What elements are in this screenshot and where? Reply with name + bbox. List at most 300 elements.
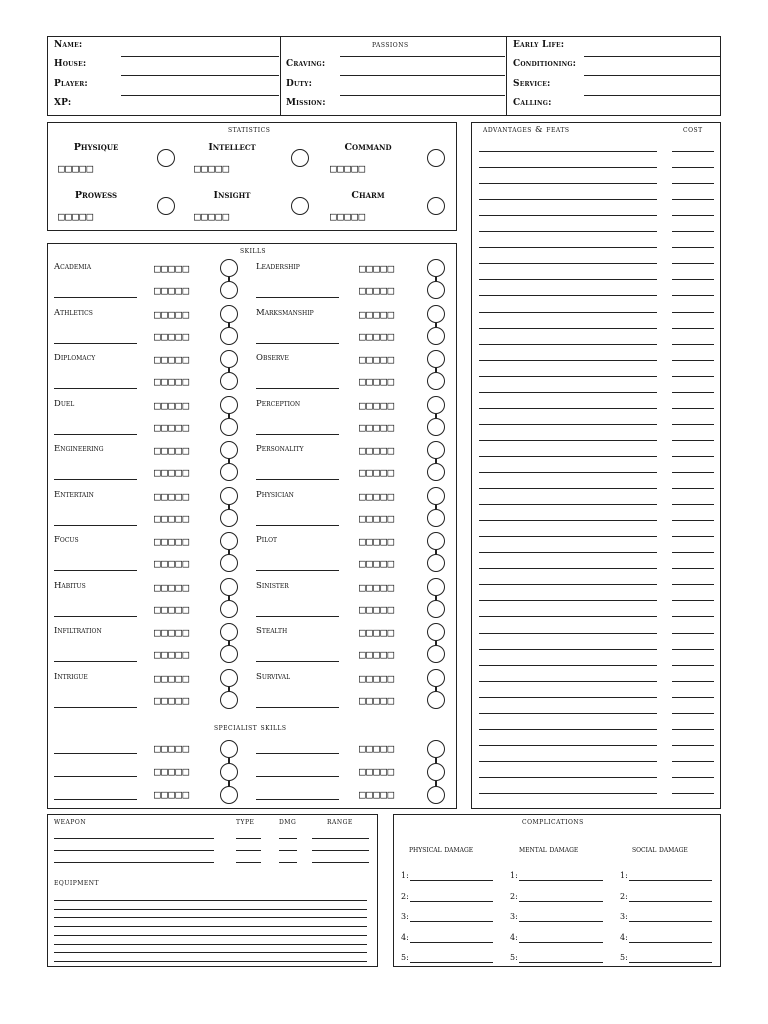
skill-circle[interactable] <box>220 327 238 345</box>
header-field-line[interactable] <box>584 56 720 57</box>
type-line[interactable] <box>236 850 261 851</box>
circle-connector <box>435 323 437 327</box>
skill-circle[interactable] <box>427 372 445 390</box>
cost-line[interactable] <box>672 729 714 730</box>
skill-boxes[interactable]: □□□□□ <box>154 353 190 366</box>
skill-circle[interactable] <box>220 441 238 459</box>
cost-line[interactable] <box>672 568 714 569</box>
skill-boxes[interactable]: □□□□□ <box>154 284 190 297</box>
skill-boxes[interactable]: □□□□□ <box>154 307 190 321</box>
skill-boxes[interactable]: □□□□□ <box>359 580 395 594</box>
complications-box <box>393 814 721 967</box>
skill-name: Athletics <box>54 307 93 318</box>
cost-line[interactable] <box>672 376 714 377</box>
specialist-skill-line[interactable] <box>256 776 339 777</box>
cost-line[interactable] <box>672 665 714 666</box>
skill-circle[interactable] <box>427 259 445 277</box>
statistic-boxes[interactable]: □□□□□ <box>330 210 366 223</box>
skill-specialty-line[interactable] <box>256 707 339 708</box>
damage-number: 4: <box>510 932 518 942</box>
passions-title: passions <box>372 40 409 50</box>
skill-specialty-line[interactable] <box>54 661 137 662</box>
advantage-line[interactable] <box>479 761 657 762</box>
skill-boxes[interactable]: □□□□□ <box>154 671 190 685</box>
advantage-line[interactable] <box>479 263 657 264</box>
cost-line[interactable] <box>672 247 714 248</box>
advantage-line[interactable] <box>479 360 657 361</box>
header-label: Name: <box>54 40 83 50</box>
cost-line[interactable] <box>672 616 714 617</box>
cost-line[interactable] <box>672 263 714 264</box>
damage-line[interactable] <box>629 901 712 902</box>
skill-name: Diplomacy <box>54 353 96 363</box>
header-field-line[interactable] <box>340 56 505 57</box>
skill-circle[interactable] <box>220 487 238 505</box>
specialist-skill-line[interactable] <box>54 776 137 777</box>
skill-circle[interactable] <box>220 509 238 527</box>
skill-circle[interactable] <box>220 623 238 641</box>
skill-circle[interactable] <box>220 578 238 596</box>
header-field-line[interactable] <box>584 75 720 76</box>
statistic-circle[interactable] <box>427 197 445 215</box>
skill-name: Personality <box>256 444 304 454</box>
advantage-line[interactable] <box>479 552 657 553</box>
skill-boxes[interactable]: □□□□□ <box>359 602 395 616</box>
equipment-line[interactable] <box>54 926 367 927</box>
advantage-line[interactable] <box>479 199 657 200</box>
skill-circle[interactable] <box>427 463 445 481</box>
skill-boxes[interactable]: □□□□□ <box>154 262 190 275</box>
skill-circle[interactable] <box>427 786 445 804</box>
skill-circle[interactable] <box>220 691 238 709</box>
header-field-line[interactable] <box>121 75 279 76</box>
background-label: Calling: <box>513 98 552 108</box>
cost-line[interactable] <box>672 713 714 714</box>
range-line[interactable] <box>312 838 369 839</box>
skill-boxes[interactable]: □□□□□ <box>154 535 190 548</box>
cost-line[interactable] <box>672 312 714 313</box>
cost-line[interactable] <box>672 649 714 650</box>
damage-number: 3: <box>620 912 628 921</box>
skill-circle[interactable] <box>427 441 445 459</box>
damage-line[interactable] <box>519 962 603 963</box>
header-field-line[interactable] <box>121 95 279 96</box>
cost-line[interactable] <box>672 215 714 216</box>
dmg-line[interactable] <box>279 838 297 839</box>
damage-line[interactable] <box>629 921 712 922</box>
skill-circle[interactable] <box>427 350 445 368</box>
cost-line[interactable] <box>672 472 714 473</box>
skill-circle[interactable] <box>427 763 445 781</box>
cost-line[interactable] <box>672 167 714 168</box>
weapon-line[interactable] <box>54 838 214 839</box>
circle-connector <box>228 505 230 509</box>
statistic-circle[interactable] <box>291 149 309 167</box>
skill-boxes[interactable]: □□□□□ <box>154 648 190 661</box>
passion-label: Mission: <box>286 98 326 108</box>
damage-line[interactable] <box>629 962 712 963</box>
skill-circle[interactable] <box>427 740 445 758</box>
skill-circle[interactable] <box>427 532 445 550</box>
advantage-line[interactable] <box>479 312 657 313</box>
circle-connector <box>228 596 230 600</box>
advantage-line[interactable] <box>479 665 657 666</box>
skill-circle[interactable] <box>427 645 445 663</box>
advantage-line[interactable] <box>479 472 657 473</box>
skill-boxes[interactable]: □□□□□ <box>154 489 190 503</box>
damage-line[interactable] <box>519 921 603 922</box>
skill-boxes[interactable]: □□□□□ <box>359 742 395 755</box>
advantage-line[interactable] <box>479 440 657 441</box>
equipment-line[interactable] <box>54 935 367 936</box>
advantage-line[interactable] <box>479 616 657 617</box>
damage-line[interactable] <box>410 880 493 881</box>
skill-circle[interactable] <box>220 350 238 368</box>
advantage-line[interactable] <box>479 183 657 184</box>
damage-column-title: social damage <box>632 845 688 855</box>
skill-boxes[interactable]: □□□□□ <box>154 444 190 457</box>
skill-circle[interactable] <box>220 259 238 277</box>
cost-line[interactable] <box>672 183 714 184</box>
skill-circle[interactable] <box>427 691 445 709</box>
advantage-line[interactable] <box>479 215 657 216</box>
statistic-circle[interactable] <box>157 197 175 215</box>
header-field-line[interactable] <box>340 95 505 96</box>
cost-line[interactable] <box>672 584 714 585</box>
skill-boxes[interactable]: □□□□□ <box>154 557 190 570</box>
cost-line[interactable] <box>672 488 714 489</box>
damage-line[interactable] <box>410 901 493 902</box>
dmg-title: dmg <box>279 817 297 827</box>
advantage-line[interactable] <box>479 568 657 569</box>
skill-boxes[interactable]: □□□□□ <box>359 489 395 503</box>
advantage-line[interactable] <box>479 376 657 377</box>
dmg-line[interactable] <box>279 862 297 863</box>
skill-circle[interactable] <box>427 418 445 436</box>
cost-line[interactable] <box>672 552 714 553</box>
damage-number: 1: <box>510 871 518 880</box>
skill-specialty-line[interactable] <box>256 388 339 389</box>
skill-name: Sinister <box>256 580 289 591</box>
cost-line[interactable] <box>672 279 714 280</box>
skill-circle[interactable] <box>220 532 238 550</box>
skill-specialty-line[interactable] <box>54 434 137 435</box>
damage-number: 5: <box>401 953 409 962</box>
circle-connector <box>435 687 437 691</box>
cost-line[interactable] <box>672 777 714 778</box>
skill-specialty-line[interactable] <box>256 616 339 617</box>
skill-specialty-line[interactable] <box>54 343 137 344</box>
advantage-line[interactable] <box>479 151 657 152</box>
skill-boxes[interactable]: □□□□□ <box>154 765 190 778</box>
skill-boxes[interactable]: □□□□□ <box>154 580 190 594</box>
damage-line[interactable] <box>519 901 603 902</box>
cost-line[interactable] <box>672 793 714 794</box>
skill-boxes[interactable]: □□□□□ <box>154 626 190 639</box>
skill-circle[interactable] <box>220 786 238 804</box>
weapon-line[interactable] <box>54 850 214 851</box>
damage-number: 1: <box>401 871 409 880</box>
skill-boxes[interactable]: □□□□□ <box>154 420 190 434</box>
header-field-line[interactable] <box>121 56 279 57</box>
skill-boxes[interactable]: □□□□□ <box>359 353 395 366</box>
advantage-line[interactable] <box>479 392 657 393</box>
skill-name: Engineering <box>54 444 104 454</box>
skill-circle[interactable] <box>427 487 445 505</box>
skill-circle[interactable] <box>220 600 238 618</box>
damage-line[interactable] <box>410 921 493 922</box>
equipment-line[interactable] <box>54 952 367 953</box>
cost-line[interactable] <box>672 761 714 762</box>
weapon-line[interactable] <box>54 862 214 863</box>
background-label: Service: <box>513 79 551 89</box>
skill-circle[interactable] <box>427 669 445 687</box>
skill-specialty-line[interactable] <box>54 707 137 708</box>
cost-line[interactable] <box>672 697 714 698</box>
skill-circle[interactable] <box>427 281 445 299</box>
equipment-line[interactable] <box>54 961 367 962</box>
skill-boxes[interactable]: □□□□□ <box>154 602 190 616</box>
cost-line[interactable] <box>672 456 714 457</box>
statistic-boxes[interactable]: □□□□□ <box>58 162 94 175</box>
specialist-skill-line[interactable] <box>256 799 339 800</box>
skill-specialty-line[interactable] <box>256 661 339 662</box>
background-label: Conditioning: <box>513 59 577 69</box>
skill-boxes[interactable]: □□□□□ <box>154 329 190 343</box>
damage-line[interactable] <box>410 962 493 963</box>
advantage-line[interactable] <box>479 344 657 345</box>
skill-boxes[interactable]: □□□□□ <box>359 693 395 707</box>
cost-line[interactable] <box>672 424 714 425</box>
damage-number: 4: <box>401 932 409 942</box>
skill-circle[interactable] <box>427 578 445 596</box>
skill-circle[interactable] <box>427 600 445 618</box>
cost-line[interactable] <box>672 231 714 232</box>
skill-boxes[interactable]: □□□□□ <box>359 262 395 275</box>
dmg-line[interactable] <box>279 850 297 851</box>
cost-line[interactable] <box>672 392 714 393</box>
cost-line[interactable] <box>672 536 714 537</box>
skill-specialty-line[interactable] <box>256 343 339 344</box>
header-label: XP: <box>54 98 72 108</box>
cost-line[interactable] <box>672 681 714 682</box>
advantage-line[interactable] <box>479 424 657 425</box>
skill-boxes[interactable]: □□□□□ <box>154 788 190 801</box>
damage-number: 4: <box>620 932 628 942</box>
skill-specialty-line[interactable] <box>54 525 137 526</box>
damage-line[interactable] <box>519 880 603 881</box>
skill-boxes[interactable]: □□□□□ <box>154 742 190 755</box>
skill-specialty-line[interactable] <box>54 479 137 480</box>
skill-name: Perception <box>256 398 301 409</box>
advantage-line[interactable] <box>479 488 657 489</box>
skill-circle[interactable] <box>220 554 238 572</box>
skill-circle[interactable] <box>220 740 238 758</box>
cost-line[interactable] <box>672 600 714 601</box>
range-title: range <box>327 817 353 827</box>
advantage-line[interactable] <box>479 408 657 409</box>
passion-label: Duty: <box>286 79 313 89</box>
skill-boxes[interactable]: □□□□□ <box>359 648 395 661</box>
damage-line[interactable] <box>410 942 493 943</box>
advantage-line[interactable] <box>479 247 657 248</box>
skill-boxes[interactable]: □□□□□ <box>359 788 395 801</box>
advantage-line[interactable] <box>479 697 657 698</box>
damage-column-title: mental damage <box>519 845 579 855</box>
skill-boxes[interactable]: □□□□□ <box>359 557 395 570</box>
skill-boxes[interactable]: □□□□□ <box>359 626 395 639</box>
skill-specialty-line[interactable] <box>256 297 339 298</box>
circle-connector <box>228 414 230 418</box>
advantages-box <box>471 122 721 809</box>
skill-specialty-line[interactable] <box>256 570 339 571</box>
equipment-line[interactable] <box>54 909 367 910</box>
skill-boxes[interactable]: □□□□□ <box>359 444 395 457</box>
statistic-name: Command <box>344 142 392 153</box>
advantage-line[interactable] <box>479 633 657 634</box>
passion-label: Craving: <box>286 59 326 69</box>
skill-circle[interactable] <box>220 645 238 663</box>
skill-circle[interactable] <box>220 305 238 323</box>
skill-circle[interactable] <box>427 509 445 527</box>
skill-circle[interactable] <box>427 305 445 323</box>
skill-circle[interactable] <box>220 418 238 436</box>
cost-line[interactable] <box>672 408 714 409</box>
advantage-line[interactable] <box>479 295 657 296</box>
advantage-line[interactable] <box>479 584 657 585</box>
skill-name: Observe <box>256 353 289 363</box>
cost-line[interactable] <box>672 745 714 746</box>
statistic-circle[interactable] <box>427 149 445 167</box>
cost-line[interactable] <box>672 328 714 329</box>
damage-line[interactable] <box>629 880 712 881</box>
skill-boxes[interactable]: □□□□□ <box>154 375 190 388</box>
skill-specialty-line[interactable] <box>54 297 137 298</box>
skill-boxes[interactable]: □□□□□ <box>359 511 395 525</box>
advantages-title: advantages & feats <box>483 125 570 135</box>
advantage-line[interactable] <box>479 681 657 682</box>
range-line[interactable] <box>312 862 369 863</box>
statistic-boxes[interactable]: □□□□□ <box>330 162 366 175</box>
skill-boxes[interactable]: □□□□□ <box>359 671 395 685</box>
skill-circle[interactable] <box>427 554 445 572</box>
advantage-line[interactable] <box>479 729 657 730</box>
circle-connector <box>228 687 230 691</box>
equipment-title: equipment <box>54 878 100 888</box>
skill-boxes[interactable]: □□□□□ <box>359 307 395 321</box>
skill-specialty-line[interactable] <box>54 570 137 571</box>
equipment-line[interactable] <box>54 944 367 945</box>
advantage-line[interactable] <box>479 279 657 280</box>
specialist-skill-line[interactable] <box>256 753 339 754</box>
skill-specialty-line[interactable] <box>54 388 137 389</box>
skill-boxes[interactable]: □□□□□ <box>359 420 395 434</box>
statistic-circle[interactable] <box>157 149 175 167</box>
cost-line[interactable] <box>672 360 714 361</box>
equipment-line[interactable] <box>54 900 367 901</box>
circle-connector <box>435 414 437 418</box>
advantage-line[interactable] <box>479 536 657 537</box>
circle-connector <box>228 323 230 327</box>
damage-line[interactable] <box>519 942 603 943</box>
equipment-line[interactable] <box>54 917 367 918</box>
advantage-line[interactable] <box>479 777 657 778</box>
skill-circle[interactable] <box>220 281 238 299</box>
skill-circle[interactable] <box>427 623 445 641</box>
skill-boxes[interactable]: □□□□□ <box>359 375 395 388</box>
skill-boxes[interactable]: □□□□□ <box>154 466 190 479</box>
damage-line[interactable] <box>629 942 712 943</box>
skill-boxes[interactable]: □□□□□ <box>359 329 395 343</box>
skill-circle[interactable] <box>220 763 238 781</box>
header-field-line[interactable] <box>340 75 505 76</box>
skill-specialty-line[interactable] <box>54 616 137 617</box>
advantage-line[interactable] <box>479 745 657 746</box>
skill-specialty-line[interactable] <box>256 525 339 526</box>
advantage-line[interactable] <box>479 167 657 168</box>
skill-circle[interactable] <box>220 396 238 414</box>
header-field-line[interactable] <box>584 95 720 96</box>
cost-line[interactable] <box>672 440 714 441</box>
skill-circle[interactable] <box>220 372 238 390</box>
statistic-boxes[interactable]: □□□□□ <box>194 162 230 175</box>
advantage-line[interactable] <box>479 231 657 232</box>
skill-boxes[interactable]: □□□□□ <box>359 284 395 297</box>
cost-line[interactable] <box>672 633 714 634</box>
advantage-line[interactable] <box>479 520 657 521</box>
skill-boxes[interactable]: □□□□□ <box>359 466 395 479</box>
skill-specialty-line[interactable] <box>256 479 339 480</box>
skill-circle[interactable] <box>427 327 445 345</box>
damage-number: 2: <box>401 891 409 901</box>
specialist-skill-line[interactable] <box>54 799 137 800</box>
skill-boxes[interactable]: □□□□□ <box>359 535 395 548</box>
advantage-line[interactable] <box>479 456 657 457</box>
statistic-boxes[interactable]: □□□□□ <box>58 210 94 223</box>
cost-line[interactable] <box>672 520 714 521</box>
cost-line[interactable] <box>672 344 714 345</box>
advantage-line[interactable] <box>479 504 657 505</box>
skill-boxes[interactable]: □□□□□ <box>154 398 190 412</box>
background-label: Early Life: <box>513 40 565 50</box>
range-line[interactable] <box>312 850 369 851</box>
cost-line[interactable] <box>672 295 714 296</box>
advantage-line[interactable] <box>479 649 657 650</box>
advantage-line[interactable] <box>479 793 657 794</box>
skill-specialty-line[interactable] <box>256 434 339 435</box>
skill-boxes[interactable]: □□□□□ <box>154 511 190 525</box>
type-line[interactable] <box>236 838 261 839</box>
skill-boxes[interactable]: □□□□□ <box>359 765 395 778</box>
skill-circle[interactable] <box>220 463 238 481</box>
skill-boxes[interactable]: □□□□□ <box>359 398 395 412</box>
statistic-boxes[interactable]: □□□□□ <box>194 210 230 223</box>
cost-line[interactable] <box>672 504 714 505</box>
statistic-circle[interactable] <box>291 197 309 215</box>
cost-line[interactable] <box>672 199 714 200</box>
advantage-line[interactable] <box>479 328 657 329</box>
skill-name: Stealth <box>256 626 288 636</box>
skill-boxes[interactable]: □□□□□ <box>154 693 190 707</box>
specialist-skill-line[interactable] <box>54 753 137 754</box>
advantage-line[interactable] <box>479 600 657 601</box>
cost-title: cost <box>683 125 703 135</box>
type-line[interactable] <box>236 862 261 863</box>
skill-circle[interactable] <box>220 669 238 687</box>
cost-line[interactable] <box>672 151 714 152</box>
skill-circle[interactable] <box>427 396 445 414</box>
advantage-line[interactable] <box>479 713 657 714</box>
